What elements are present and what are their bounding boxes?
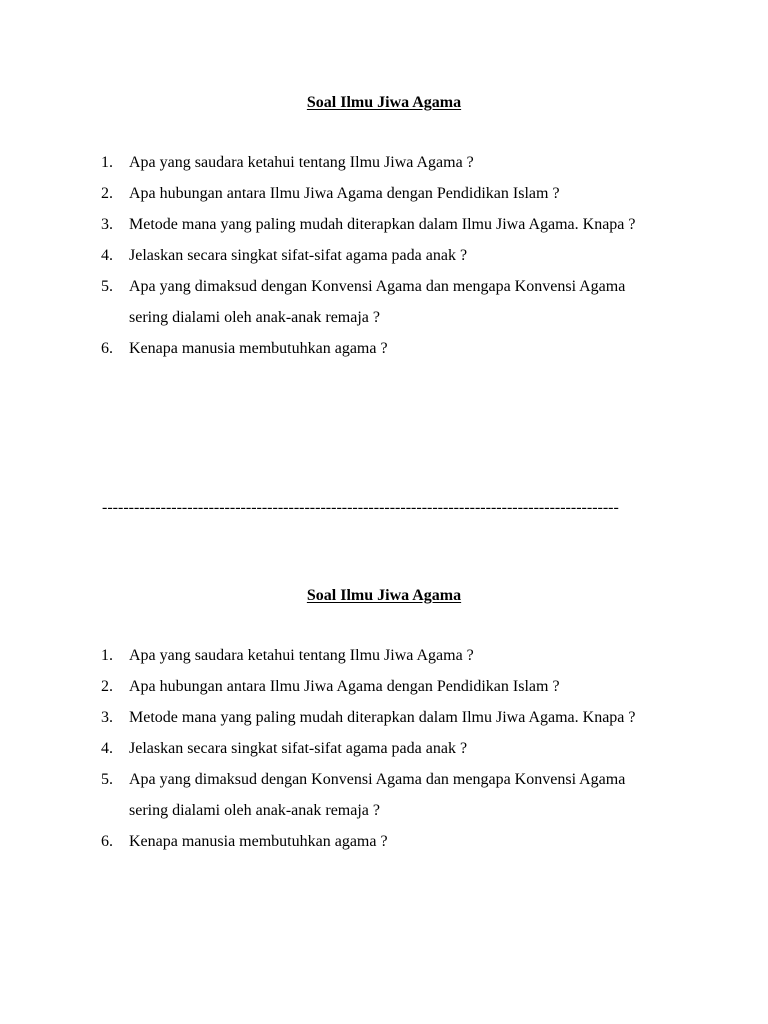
question-number: 1. xyxy=(101,647,113,664)
question-text: Apa yang saudara ketahui tentang Ilmu Jiwa Agama ? xyxy=(129,154,474,171)
question-number: 6. xyxy=(101,340,113,357)
question-sheet-bottom xyxy=(0,585,768,857)
question-text: Apa yang dimaksud dengan Konvensi Agama dan mengapa Konvensi Agama sering dialami oleh anak-anak remaja ? xyxy=(129,278,626,326)
question-text: Metode mana yang paling mudah diterapkan dalam Ilmu Jiwa Agama. Knapa ? xyxy=(129,709,636,726)
question-number: 4. xyxy=(101,740,113,757)
question-item xyxy=(0,209,768,240)
question-number: 2. xyxy=(101,185,113,202)
question-number: 3. xyxy=(101,216,113,233)
question-number: 2. xyxy=(101,678,113,695)
question-text: Apa yang dimaksud dengan Konvensi Agama dan mengapa Konvensi Agama sering dialami oleh anak-anak remaja ? xyxy=(129,771,626,819)
question-item xyxy=(0,702,768,733)
question-item xyxy=(0,333,768,364)
question-number: 4. xyxy=(101,247,113,264)
question-list xyxy=(0,147,768,364)
question-item xyxy=(0,733,768,764)
question-item xyxy=(0,764,768,826)
question-item xyxy=(0,671,768,702)
question-item xyxy=(0,271,768,333)
question-text: Jelaskan secara singkat sifat-sifat agama pada anak ? xyxy=(129,247,468,264)
question-number: 1. xyxy=(101,154,113,171)
question-item xyxy=(0,240,768,271)
question-number: 3. xyxy=(101,709,113,726)
question-text: Jelaskan secara singkat sifat-sifat agama pada anak ? xyxy=(129,740,468,757)
sheet-title: Soal Ilmu Jiwa Agama xyxy=(306,587,462,604)
question-item xyxy=(0,640,768,671)
question-text: Metode mana yang paling mudah diterapkan dalam Ilmu Jiwa Agama. Knapa ? xyxy=(129,216,636,233)
question-text: Kenapa manusia membutuhkan agama ? xyxy=(129,833,388,850)
question-text: Apa hubungan antara Ilmu Jiwa Agama dengan Pendidikan Islam ? xyxy=(129,185,560,202)
question-text: Apa hubungan antara Ilmu Jiwa Agama dengan Pendidikan Islam ? xyxy=(129,678,560,695)
question-text: Apa yang saudara ketahui tentang Ilmu Jiwa Agama ? xyxy=(129,647,474,664)
question-item xyxy=(0,826,768,857)
question-sheet-top xyxy=(0,92,768,364)
question-number: 6. xyxy=(101,833,113,850)
question-text: Kenapa manusia membutuhkan agama ? xyxy=(129,340,388,357)
question-number: 5. xyxy=(101,278,113,295)
question-number: 5. xyxy=(101,771,113,788)
cut-line-divider: ------------------------------------------------------------------------------------------------- xyxy=(102,499,619,516)
question-list xyxy=(0,640,768,857)
sheet-title: Soal Ilmu Jiwa Agama xyxy=(306,94,462,111)
question-item xyxy=(0,178,768,209)
question-item xyxy=(0,147,768,178)
